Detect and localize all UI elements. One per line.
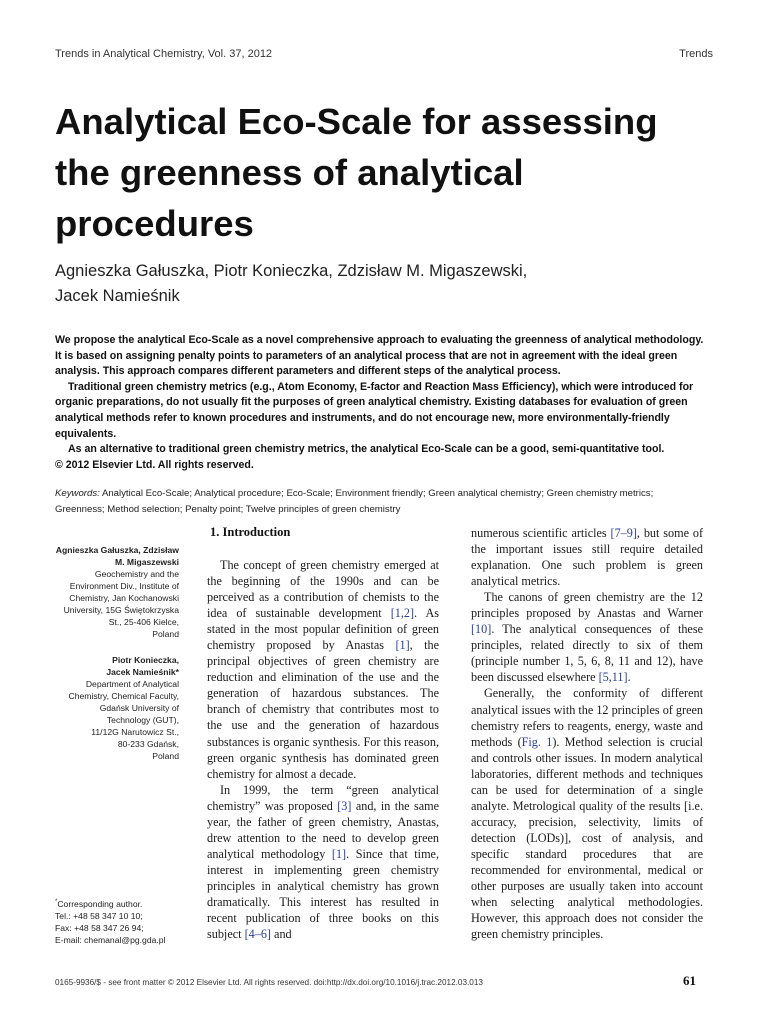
text-run: . As stated in the most popular definition of green chemistry proposed by Anastas — [207, 606, 439, 653]
keywords — [55, 486, 705, 517]
text-run: , the principal objectives of green chemistry are reduction and elimination of the use and the generation of hazardous substances. The branch of chemistry that contributes most to the use and the generation of hazardous substances is organic synthesis. For this reason, green organic synthesis has dominated green chemistry for almost a decade. — [207, 638, 440, 781]
citation-link[interactable]: [5,11] — [598, 670, 628, 685]
author-line: Jacek Namieśnik — [55, 287, 180, 305]
address-line: Gdańsk University of — [99, 703, 179, 713]
figure-link[interactable]: Fig. 1 — [521, 734, 553, 749]
address-line: Poland — [152, 629, 179, 639]
journal-header: Trends in Analytical Chemistry, Vol. 37, 2012 — [55, 48, 273, 60]
corresponding-label: Corresponding author. — [57, 898, 143, 909]
author-line: Agnieszka Gałuszka, Piotr Konieczka, Zdzisław M. Migaszewski, — [55, 262, 528, 280]
affiliation-author-line: Piotr Konieczka, — [112, 655, 179, 665]
text-run: ). Method selection is crucial and controls other issues. In modern analytical laboratories, different methods and techniques can be used for determination of a single analyte. Metrological quality of the results [i.e. accuracy, precision, selectivity, limits of detection (LODs)], cost of analysis, and specific standard procedures that are recommended for environmental, medical or other purposes are usually taken into account when selecting analytical methodologies. However, this approach does not consider the green chemistry principles. — [471, 734, 704, 942]
title-line: the greenness of analytical — [55, 152, 524, 193]
citation-link[interactable]: [1] — [331, 846, 347, 861]
section-label: Trends — [679, 48, 713, 60]
body-column-2 — [471, 525, 703, 942]
abstract-paragraph: As an alternative to traditional green chemistry metrics, the analytical Eco-Scale can be a good, semi-quantitative tool. — [68, 443, 665, 456]
footnote-star: * — [55, 899, 58, 905]
corresponding-author — [55, 896, 195, 946]
body-paragraph — [471, 685, 703, 942]
body-paragraph — [207, 557, 439, 782]
text-run: . The analytical consequences of these principles, related directly to six of them (principle number 1, 5, 6, 8, 11 and 12), have been discussed elsewhere — [471, 622, 703, 685]
text-run: The canons of green chemistry are the 12 principles proposed by Anastas and Warner — [471, 590, 703, 621]
affiliation-block — [55, 654, 179, 762]
text-run: . — [627, 670, 631, 685]
article-title — [55, 96, 715, 249]
citation-link[interactable]: [3] — [337, 798, 352, 813]
abstract — [55, 333, 705, 473]
address-line: Environment Div., Institute of — [69, 581, 179, 591]
affiliation-address — [55, 568, 179, 640]
body-column-1 — [207, 557, 439, 942]
citation-link[interactable]: [1] — [395, 638, 410, 653]
abstract-paragraph: Traditional green chemistry metrics (e.g., Atom Economy, E-factor and Reaction Mass Efficiency), which were introduced for organic preparations, do not usually fit the purposes of green analytical chemistry. Existing databases for evaluation of green analytical methods refer to known procedures and instruments, and do not encourage new, more environmentally-friendly equivalents. — [55, 380, 694, 440]
body-paragraph — [471, 525, 703, 589]
affiliation-block — [55, 544, 179, 640]
email-address: E-mail: chemanal@pg.gda.pl — [55, 934, 166, 945]
text-run: and, in the same year, the father of green chemistry, Anastas, drew attention to the need to develop green analytical methodology — [207, 798, 439, 861]
author-list — [55, 259, 715, 309]
affiliation-address — [55, 678, 179, 762]
fax-number: Fax: +48 58 347 26 94; — [55, 922, 144, 933]
page-number: 61 — [683, 973, 696, 988]
text-run: and — [270, 927, 292, 942]
body-paragraph — [207, 782, 439, 942]
abstract-paragraph: We propose the analytical Eco-Scale as a novel comprehensive approach to evaluating the greenness of analytical methodology. It is based on assigning penalty points to parameters of an analytical process that are not in agreement with the ideal green analysis. This approach compares different parameters and different steps of the analytical process. — [55, 334, 704, 378]
text-run: , but some of the important issues still require detailed explanation. One such problem is green analytical metrics. — [471, 526, 704, 589]
address-line: Chemistry, Chemical Faculty, — [68, 691, 179, 701]
text-run: In 1999, the term “green analytical chemistry” was proposed — [207, 782, 439, 813]
address-line: University, 15G Świętokrzyska — [63, 605, 179, 615]
body-paragraph — [471, 589, 703, 685]
affiliation-authors — [55, 544, 179, 568]
text-run: . Since that time, interest in implementing green chemistry principles in analytical chemistry has grown dramatically. This interest has resulted in recent publication of three books on this subject — [207, 846, 440, 942]
address-line: 80-233 Gdańsk, — [117, 739, 179, 749]
affiliation-author-line: M. Migaszewski — [115, 557, 179, 567]
affiliations-sidebar — [55, 544, 179, 776]
affiliation-author-line: Jacek Namieśnik* — [106, 667, 179, 677]
text-run: The concept of green chemistry emerged at the beginning of the 1990s and can be perceived as a contribution of chemists to the idea of sustainable development — [207, 558, 439, 621]
citation-link[interactable]: [7–9] — [610, 526, 637, 540]
phone-number: Tel.: +48 58 347 10 10; — [55, 910, 143, 921]
citation-link[interactable]: [10] — [471, 622, 492, 637]
address-line: Technology (GUT), — [106, 715, 179, 725]
affiliation-author-line: Agnieszka Gałuszka, Zdzisław — [55, 545, 179, 555]
keywords-text: Analytical Eco-Scale; Analytical procedure; Eco-Scale; Environment friendly; Green analytical chemistry; Green chemistry metrics; Greenness; Method selection; Penalty point; Twelve principles of green chemistry — [55, 488, 654, 515]
footer-doi: 0165-9936/$ - see front matter © 2012 Elsevier Ltd. All rights reserved. doi:http://dx.doi.org/10.1016/j.trac.2012.03.013 — [55, 978, 483, 987]
text-run: numerous scientific articles — [471, 526, 611, 540]
address-line: Chemistry, Jan Kochanowski — [69, 593, 179, 603]
title-line: procedures — [55, 203, 254, 244]
address-line: 11/12G Narutowicz St., — [91, 727, 179, 737]
text-run: Generally, the conformity of different analytical issues with the 12 principles of green chemistry refers to reagents, energy, waste and methods ( — [471, 686, 703, 749]
keywords-label: Keywords: — [55, 488, 100, 499]
address-line: St., 25-406 Kielce, — [108, 617, 179, 627]
citation-link[interactable]: [1,2] — [390, 606, 415, 621]
affiliation-authors — [55, 654, 179, 678]
citation-link[interactable]: [4–6] — [244, 927, 271, 942]
section-heading: 1. Introduction — [210, 525, 291, 539]
title-line: Analytical Eco-Scale for assessing — [55, 101, 658, 142]
address-line: Poland — [152, 751, 179, 761]
address-line: Geochemistry and the — [94, 569, 179, 579]
copyright-line: © 2012 Elsevier Ltd. All rights reserved. — [55, 458, 254, 471]
address-line: Department of Analytical — [85, 679, 179, 689]
